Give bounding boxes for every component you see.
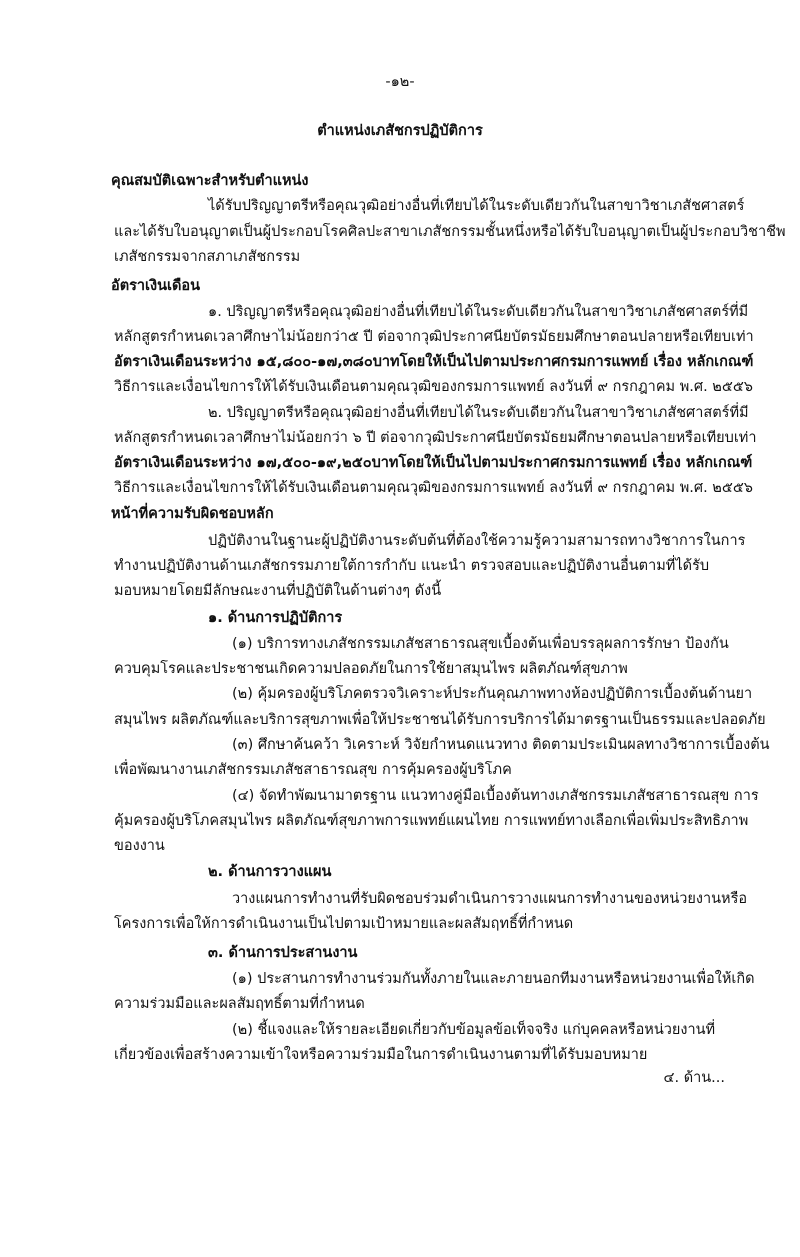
page-title: ตำแหน่งเภสัชกรปฏิบัติการ — [317, 123, 483, 139]
section3-item-line: (๑) ประสานการทำงานร่วมกันทั้งภายในและภายนอกทีมงานหรือหน่วยงานเพื่อให้เกิด — [232, 971, 755, 987]
page-number: -๑๒- — [385, 74, 415, 90]
section1-item-line: ของงาน — [114, 838, 165, 854]
section3-heading: ๓. ด้านการประสานงาน — [208, 945, 358, 961]
section1-item-line: (๓) ศึกษาค้นคว้า วิเคราะห์ วิจัยกำหนดแนวทาง ติดตามประเมินผลทางวิชาการเบื้องต้น — [232, 737, 770, 753]
section1-item-line: (๒) คุ้มครองผู้บริโภคตรวจวิเคราะห์ประกันคุณภาพทางห้องปฏิบัติการเบื้องต้นด้านยา — [232, 686, 753, 702]
section1-item-line: (๑) บริการทางเภสัชกรรมเภสัชสาธารณสุขเบื้องต้นเพื่อบรรลุผลการรักษา ป้องกัน — [232, 636, 729, 652]
qualifications-line: เภสัชกรรมจากสภาเภสัชกรรม — [114, 249, 301, 265]
section1-item-line: เพื่อพัฒนางานเภสัชกรรมเภสัชสาธารณสุข การคุ้มครองผู้บริโภค — [114, 762, 512, 778]
qualifications-heading: คุณสมบัติเฉพาะสำหรับตำแหน่ง — [111, 173, 309, 189]
salary-item1-line: หลักสูตรกำหนดเวลาศึกษาไม่น้อยกว่า๕ ปี ต่อจากวุฒิประกาศนียบัตรมัธยมศึกษาตอนปลายหรือเทียบเท่า — [114, 329, 754, 345]
section2-heading: ๒. ด้านการวางแผน — [208, 864, 332, 880]
duties-heading: หน้าที่ความรับผิดชอบหลัก — [111, 506, 274, 522]
section1-item-line: ควบคุมโรคและประชาชนเกิดความปลอดภัยในการใช้ยาสมุนไพร ผลิตภัณฑ์สุขภาพ — [114, 661, 628, 677]
qualifications-line: และได้รับใบอนุญาตเป็นผู้ประกอบโรคศิลปะสาขาเภสัชกรรมชั้นหนึ่งหรือได้รับใบอนุญาตเป็นผู้ประกอบวิชาชีพ — [114, 224, 786, 240]
salary-item2-line: ๒. ปริญญาตรีหรือคุณวุฒิอย่างอื่นที่เทียบได้ในระดับเดียวกันในสาขาวิชาเภสัชศาสตร์ที่มี — [208, 405, 749, 421]
salary-heading: อัตราเงินเดือน — [111, 278, 200, 294]
duties-intro-line: มอบหมายโดยมีลักษณะงานที่ปฏิบัติในด้านต่างๆ ดังนี้ — [114, 583, 442, 599]
salary-item1-line: อัตราเงินเดือนระหว่าง ๑๕,๘๐๐-๑๗,๓๘๐บาทโดยให้เป็นไปตามประกาศกรมการแพทย์ เรื่อง หลักเกณฑ์ — [114, 354, 754, 370]
salary-item2-line: หลักสูตรกำหนดเวลาศึกษาไม่น้อยกว่า ๖ ปี ต่อจากวุฒิประกาศนียบัตรมัธยมศึกษาตอนปลายหรือเทียบเท่า — [114, 430, 757, 446]
salary-item2-line: อัตราเงินเดือนระหว่าง ๑๗,๕๐๐-๑๙,๒๕๐บาทโดยให้เป็นไปตามประกาศกรมการแพทย์ เรื่อง หลักเกณฑ์ — [114, 455, 753, 471]
section3-item-line: เกี่ยวข้องเพื่อสร้างความเข้าใจหรือความร่วมมือในการดำเนินงานตามที่ได้รับมอบหมาย — [114, 1047, 648, 1063]
section3-item-line: (๒) ชี้แจงและให้รายละเอียดเกี่ยวกับข้อมูลข้อเท็จจริง แก่บุคคลหรือหน่วยงานที่ — [232, 1022, 716, 1038]
salary-item1-line: ๑. ปริญญาตรีหรือคุณวุฒิอย่างอื่นที่เทียบได้ในระดับเดียวกันในสาขาวิชาเภสัชศาสตร์ที่มี — [208, 304, 749, 320]
section2-line: โครงการเพื่อให้การดำเนินงานเป็นไปตามเป้าหมายและผลสัมฤทธิ์ที่กำหนด — [114, 916, 574, 932]
section1-heading: ๑. ด้านการปฏิบัติการ — [208, 610, 343, 626]
section1-item-line: สมุนไพร ผลิตภัณฑ์และบริการสุขภาพเพื่อให้ประชาชนได้รับการบริการได้มาตรฐานเป็นธรรมและปลอดภัย — [114, 712, 766, 728]
salary-item2-line: วิธีการและเงื่อนไขการให้ได้รับเงินเดือนตามคุณวุฒิของกรมการแพทย์ ลงวันที่ ๙ กรกฎาคม พ.ศ. ๒๕๕๖ — [114, 480, 753, 496]
salary-item1-line: วิธีการและเงื่อนไขการให้ได้รับเงินเดือนตามคุณวุฒิของกรมการแพทย์ ลงวันที่ ๙ กรกฎาคม พ.ศ. ๒๕๕๖ — [114, 379, 753, 395]
qualifications-line: ได้รับปริญญาตรีหรือคุณวุฒิอย่างอื่นที่เทียบได้ในระดับเดียวกันในสาขาวิชาเภสัชศาสตร์ — [208, 198, 745, 214]
duties-intro-line: ปฏิบัติงานในฐานะผู้ปฏิบัติงานระดับต้นที่ต้องใช้ความรู้ความสามารถทางวิชาการในการ — [208, 533, 746, 549]
duties-intro-line: ทำงานปฏิบัติงานด้านเภสัชกรรมภายใต้การกำกับ แนะนำ ตรวจสอบและปฏิบัติงานอื่นตามที่ได้รับ — [114, 558, 710, 574]
section2-line: วางแผนการทำงานที่รับผิดชอบร่วมดำเนินการวางแผนการทำงานของหน่วยงานหรือ — [232, 891, 748, 907]
section1-item-line: คุ้มครองผู้บริโภคสมุนไพร ผลิตภัณฑ์สุขภาพการแพทย์แผนไทย การแพทย์ทางเลือกเพื่อเพิ่มประสิทธิภาพ — [114, 813, 749, 829]
section3-item-line: ความร่วมมือและผลสัมฤทธิ์ตามที่กำหนด — [114, 996, 365, 1012]
continuation-marker: ๔. ด้าน... — [663, 1070, 725, 1086]
section1-item-line: (๔) จัดทำพัฒนามาตรฐาน แนวทางคู่มือเบื้องต้นทางเภสัชกรรมเภสัชสาธารณสุข การ — [232, 788, 759, 804]
